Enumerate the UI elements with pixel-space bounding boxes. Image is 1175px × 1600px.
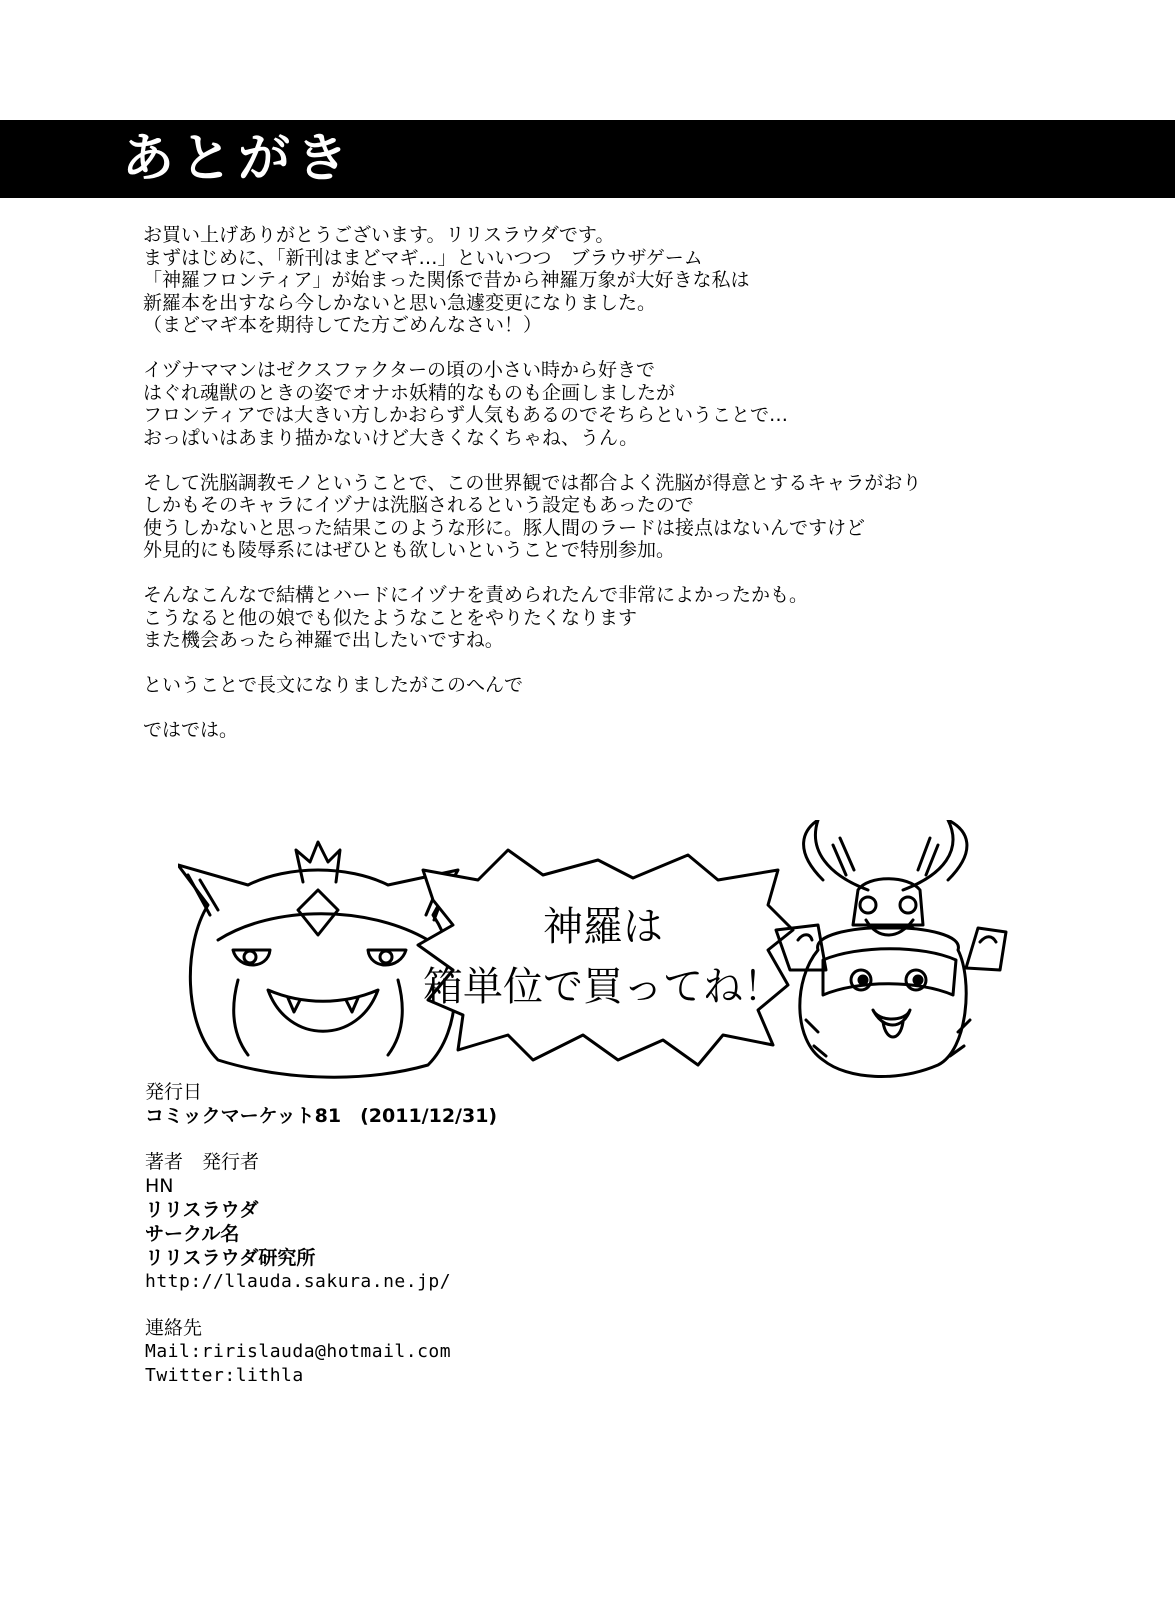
publish-date-value: コミックマーケット81 (2011/12/31) bbox=[145, 1105, 498, 1127]
text-line: ではでは。 bbox=[143, 719, 239, 741]
circle-value: リリスラウダ研究所 bbox=[145, 1247, 316, 1269]
text-line: こうなると他の娘でも似たようなことをやりたくなります bbox=[143, 606, 638, 629]
illustration bbox=[178, 820, 1008, 1085]
text-line: お買い上げありがとうございます。リリスラウダです。 bbox=[143, 224, 615, 246]
text-line: 外見的にも陵辱系にはぜひとも欲しいということで特別参加。 bbox=[143, 539, 676, 561]
text-line: 「神羅フロンティア」が始まった関係で昔から神羅万象が大好きな私は bbox=[143, 269, 750, 291]
contact-label: 連絡先 bbox=[145, 1317, 203, 1339]
text-line: イヅナママンはゼクスファクターの頃の小さい時から好きで bbox=[143, 359, 656, 381]
speech-bubble bbox=[418, 850, 793, 1065]
text-line: フロンティアでは大きい方しかおらず人気もあるのでそちらということで… bbox=[143, 404, 789, 426]
page-title: あとがき bbox=[122, 129, 355, 189]
paragraph-2 bbox=[143, 359, 1103, 449]
paragraph-1 bbox=[143, 224, 1103, 337]
bubble-line-1: 神羅は bbox=[543, 904, 663, 950]
circle-label: サークル名 bbox=[145, 1223, 240, 1245]
right-character-drawing bbox=[776, 820, 1006, 1076]
text-line: （まどマギ本を期待してた方ごめんなさい！） bbox=[143, 314, 543, 336]
header-bar bbox=[0, 120, 1175, 198]
colophon bbox=[145, 1080, 845, 1388]
paragraph-6 bbox=[143, 719, 1103, 742]
publish-date-label: 発行日 bbox=[145, 1081, 203, 1103]
paragraph-5 bbox=[143, 674, 1103, 697]
text-line: しかもそのキャラにイヅナは洗脳されるという設定もあったので bbox=[143, 494, 694, 516]
text-line: また機会あったら神羅で出したいですね。 bbox=[143, 629, 504, 651]
afterword-text bbox=[143, 224, 1103, 764]
text-line: 使うしかないと思った結果このような形に。豚人間のラードは接点はないんですけど bbox=[143, 516, 866, 539]
left-character-drawing bbox=[178, 842, 458, 1077]
author-label: 著者 発行者 bbox=[145, 1151, 260, 1173]
text-line: はぐれ魂獣のときの姿でオナホ妖精的なものも企画しましたが bbox=[143, 381, 676, 404]
text-line: そして洗脳調教モノということで、この世界観では都合よく洗脳が得意とするキャラがおり bbox=[143, 471, 922, 494]
hn-value: リリスラウダ bbox=[145, 1199, 259, 1221]
bubble-line-2: 箱単位で買ってね！ bbox=[423, 964, 783, 1010]
text-line: ということで長文になりましたがこのへんで bbox=[143, 674, 524, 696]
text-line: そんなこんなで結構とハードにイヅナを責められたんで非常によかったかも。 bbox=[143, 584, 809, 606]
paragraph-4 bbox=[143, 584, 1103, 652]
text-line: まずはじめに、「新刊はまどマギ…」といいつつ ブラウザゲーム bbox=[143, 246, 703, 269]
text-line: おっぱいはあまり描かないけど大きくなくちゃね、うん。 bbox=[143, 426, 639, 449]
text-line: 新羅本を出すなら今しかないと思い急遽変更になりました。 bbox=[143, 291, 657, 314]
website-url[interactable]: http://llauda.sakura.ne.jp/ bbox=[145, 1271, 452, 1292]
contact-twitter[interactable]: Twitter:lithla bbox=[145, 1365, 304, 1386]
contact-mail[interactable]: Mail:ririslauda@hotmail.com bbox=[145, 1341, 452, 1362]
hn-label: HN bbox=[145, 1175, 174, 1197]
paragraph-3 bbox=[143, 472, 1103, 562]
